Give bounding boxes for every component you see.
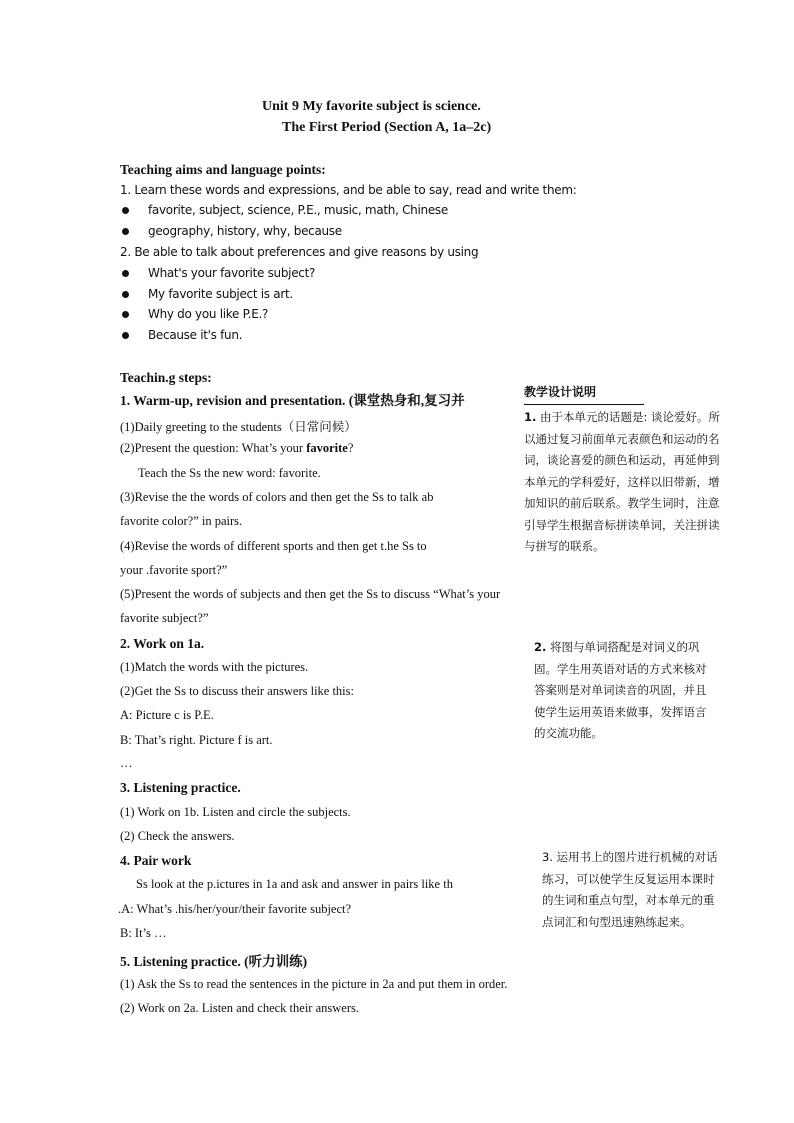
bullet-icon	[122, 228, 129, 235]
step-5-heading: 5. Listening practice. (听力训练)	[120, 954, 308, 969]
step-2-heading: 2. Work on 1a.	[120, 636, 205, 651]
step-1-line: (1)Daily greeting to the students（日常问候）	[120, 420, 357, 434]
step-5-line: (2) Work on 2a. Listen and check their answers.	[120, 1001, 359, 1015]
sentence-item: Because it's fun.	[148, 328, 243, 342]
sentence-item: Why do you like P.E.?	[148, 307, 269, 321]
design-note-1-text: 1. 由于本单元的话题是: 谈论爱好。所以通过复习前面单元表颜色和运动的名词，谈论喜爱的颜色和运动，再延伸到本单元的学科爱好，这样以旧带新，增加知识的前后联系。教学生词时，注意引导学生根据音标拼读单词，关注拼读与拼写的联系。	[524, 410, 721, 553]
title-line-1: Unit 9 My favorite subject is science.	[262, 99, 481, 114]
step-3-line: (1) Work on 1b. Listen and circle the subjects.	[120, 805, 351, 819]
sentence-item: My favorite subject is art.	[148, 287, 293, 301]
step-3-heading: 3. Listening practice.	[120, 780, 241, 795]
step-4-line: Ss look at the p.ictures in 1a and ask and answer in pairs like th	[136, 877, 453, 891]
step-1-line: your .favorite sport?”	[120, 563, 228, 577]
sentence-item: What's your favorite subject?	[148, 266, 316, 280]
step-1-line: (2)Present the question: What’s your favorite?	[120, 441, 354, 455]
step-1-line: (5)Present the words of subjects and then get the Ss to discuss “What’s your	[120, 587, 501, 601]
bullet-icon	[122, 270, 129, 277]
step-2-line: (2)Get the Ss to discuss their answers like this:	[120, 684, 354, 698]
design-notes-heading: 教学设计说明	[524, 382, 644, 405]
step-1-heading: 1. Warm-up, revision and presentation. (课堂热身和,复习并	[120, 393, 465, 408]
aims-item-2: 2. Be able to talk about preferences and give reasons by using	[120, 245, 479, 259]
word-list-item: geography, history, why, because	[148, 224, 342, 238]
step-4-heading: 4. Pair work	[120, 853, 192, 868]
step-1-line: (4)Revise the words of different sports and then get t.he Ss to	[120, 539, 427, 553]
aims-item-1: 1. Learn these words and expressions, and be able to say, read and write them:	[120, 183, 577, 197]
bullet-icon	[122, 291, 129, 298]
step-2-line: A: Picture c is P.E.	[120, 708, 214, 722]
step-1-line: (3)Revise the the words of colors and then get the Ss to talk ab	[120, 490, 434, 504]
step-4-line: .A: What’s .his/her/your/their favorite subject?	[118, 902, 352, 916]
step-2-line: …	[120, 756, 133, 770]
design-note-1	[522, 382, 724, 582]
design-note-2: 2. 将图与单词搭配是对词义的巩固。学生用英语对话的方式来核对答案则是对单词读音的巩固，并且使学生运用英语来做事，发挥语言的交流功能。	[532, 635, 714, 749]
step-5-line: (1) Ask the Ss to read the sentences in the picture in 2a and put them in order.	[120, 977, 508, 991]
step-3-line: (2) Check the answers.	[120, 829, 235, 843]
aims-heading: Teaching aims and language points:	[120, 162, 326, 177]
step-2-line: B: That’s right. Picture f is art.	[120, 733, 273, 747]
steps-heading: Teachin.g steps:	[120, 370, 212, 385]
step-2-line: (1)Match the words with the pictures.	[120, 660, 309, 674]
title-line-2: The First Period (Section A, 1a–2c)	[282, 120, 492, 135]
step-1-line: favorite subject?”	[120, 611, 209, 625]
bullet-icon	[122, 207, 129, 214]
step-4-line: B: It’s …	[120, 926, 167, 940]
step-1-line: Teach the Ss the new word: favorite.	[138, 466, 321, 480]
design-note-3: 3. 运用书上的图片进行机械的对话练习，可以使学生反复运用本课时的生词和重点句型，对本单元的重点词汇和句型迅速熟练起来。	[540, 845, 720, 937]
bullet-icon	[122, 311, 129, 318]
word-list-item: favorite, subject, science, P.E., music, math, Chinese	[148, 203, 448, 217]
bullet-icon	[122, 332, 129, 339]
step-1-line: favorite color?” in pairs.	[120, 514, 243, 528]
